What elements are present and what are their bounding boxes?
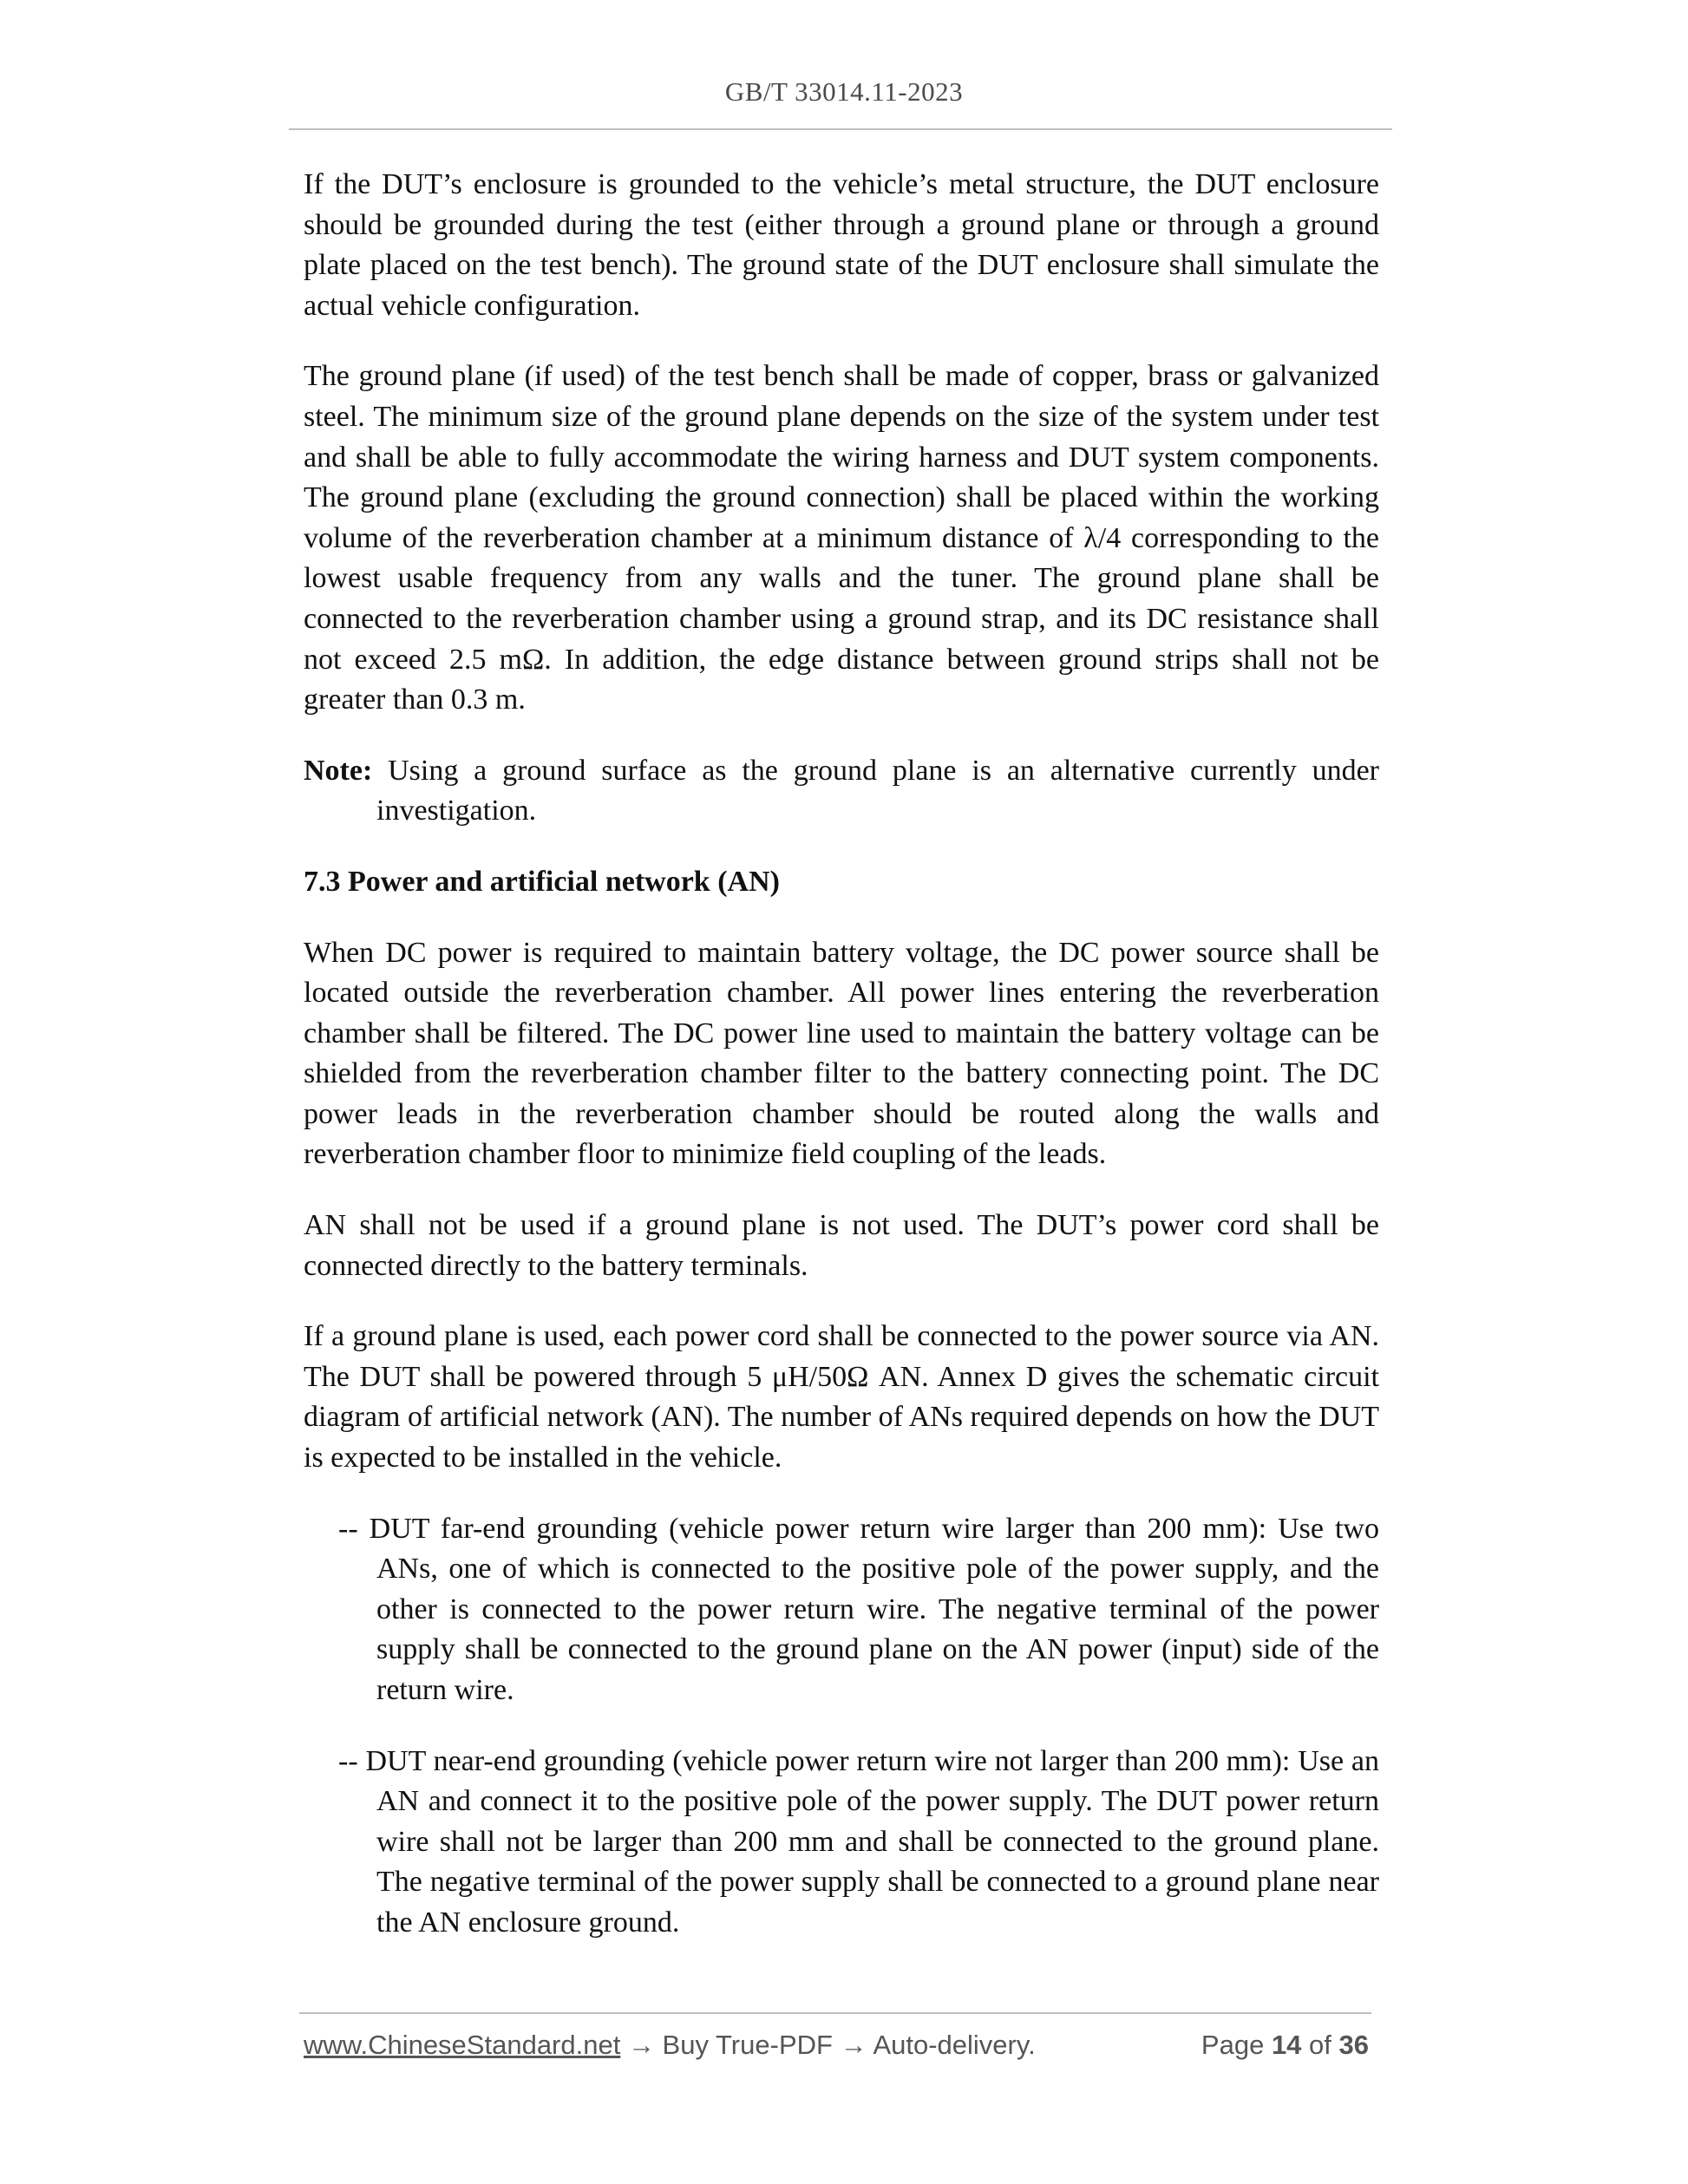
- page-footer: [304, 2030, 1369, 2068]
- paragraph-an-not-used: AN shall not be used if a ground plane is not used. The DUT’s power cord shall be connected directly to the battery terminals.: [304, 1209, 1379, 1282]
- header-divider: [289, 128, 1392, 130]
- footer-divider: [299, 2012, 1371, 2014]
- footer-promo: [304, 2030, 1036, 2061]
- note: [304, 751, 1379, 832]
- standard-id: GB/T 33014.11-2023: [724, 76, 964, 107]
- footer-promo-text: → Buy True-PDF → Auto-delivery.: [620, 2030, 1036, 2060]
- document-header: [0, 76, 1688, 108]
- page-label: Page: [1201, 2030, 1272, 2060]
- note-text: Using a ground surface as the ground plane is an alternative currently under investigation.: [372, 754, 1379, 827]
- note-label: Note:: [304, 754, 373, 787]
- section-heading: 7.3 Power and artificial network (AN): [304, 865, 780, 898]
- page-number: 14: [1271, 2030, 1302, 2060]
- page-content: [304, 165, 1379, 1974]
- paragraph-an-used: If a ground plane is used, each power cord shall be connected to the power source via AN. The DUT shall be powered through 5 μH/50Ω AN. Annex D gives the schematic circuit diagram of artificial network (AN). The number of ANs required depends on how the DUT is expected to be installed in the vehicle.: [304, 1320, 1379, 1475]
- paragraph-dc-power: When DC power is required to maintain battery voltage, the DC power source shall be located outside the reverberation chamber. All power lines entering the reverberation chamber shall be filtered. The DC power line used to maintain the battery voltage can be shielded from the reverberation chamber filter to the battery connecting point. The DC power leads in the reverberation chamber should be routed along the walls and reverberation chamber floor to minimize field coupling of the leads.: [304, 936, 1379, 1171]
- page-of-label: of: [1301, 2030, 1339, 2060]
- list-item-far-end-grounding: -- DUT far-end grounding (vehicle power return wire larger than 200 mm): Use two ANs, one of which is connected to the positive pole of the power supply, and the other is connected to the power return wire. The negative terminal of the power supply shall be connected to the ground plane on the AN power (input) side of the return wire.: [338, 1512, 1379, 1706]
- list-item-near-end-grounding: -- DUT near-end grounding (vehicle power return wire not larger than 200 mm): Use an AN and connect it to the positive pole of the power supply. The DUT power return wire shall not be larger than 200 mm and shall be connected to the ground plane. The negative terminal of the power supply shall be connected to a ground plane near the AN enclosure ground.: [338, 1744, 1379, 1939]
- page-indicator: [1201, 2030, 1369, 2061]
- paragraph-ground-plane: The ground plane (if used) of the test bench shall be made of copper, brass or galvanized steel. The minimum size of the ground plane depends on the size of the system under test and shall be able to fully accommodate the wiring harness and DUT system components. The ground plane (excluding the ground connection) shall be placed within the working volume of the reverberation chamber at a minimum distance of λ/4 corresponding to the lowest usable frequency from any walls and the tuner. The ground plane shall be connected to the reverberation chamber using a ground strap, and its DC resistance shall not exceed 2.5 mΩ. In addition, the edge distance between ground strips shall not be greater than 0.3 m.: [304, 360, 1379, 716]
- total-pages: 36: [1338, 2030, 1369, 2060]
- paragraph-enclosure-grounding: If the DUT’s enclosure is grounded to the vehicle’s metal structure, the DUT enclosure should be grounded during the test (either through a ground plane or through a ground plate placed on the test bench). The ground state of the DUT enclosure shall simulate the actual vehicle configuration.: [304, 168, 1379, 322]
- website-link[interactable]: www.ChineseStandard.net: [304, 2030, 621, 2060]
